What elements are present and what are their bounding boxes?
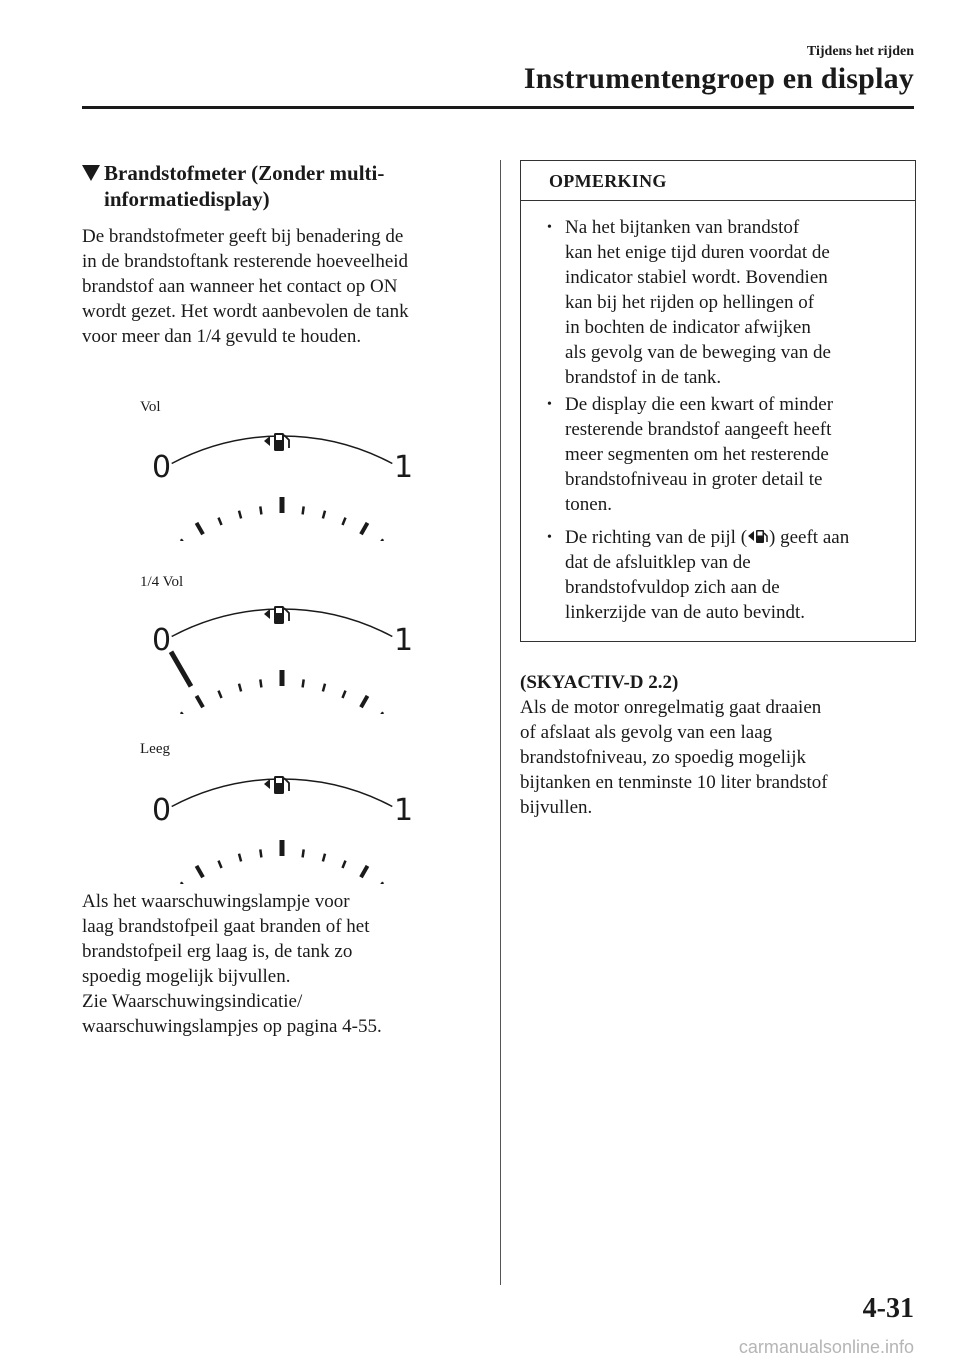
gauge-tick [197,523,204,534]
gauge-tick [323,854,325,862]
text-line: linkerzijde van de auto bevindt. [565,602,806,623]
gauge-tick [239,511,241,519]
note-item [543,392,903,517]
gauge-tick [361,696,368,707]
text-line: brandstofpeil erg laag is, de tank zo [82,941,353,962]
gauge-tick [323,511,325,519]
fuel-pump-window [276,435,282,440]
fuel-pump-window [276,608,282,613]
gauge-label-full: Vol [140,399,161,415]
gauge-tick [303,849,304,857]
fuel-direction-icon [747,526,769,546]
text-line: brandstofniveau in groter detail te [565,469,823,490]
text-line: bijtanken en tenminste 10 liter brandstof [520,772,828,793]
gauge-tick [197,866,204,877]
right-column [520,160,916,820]
text-line: laag brandstofpeil gaat branden of het [82,916,370,937]
gauge-tick [378,712,383,714]
gauge-tick [361,523,368,534]
text-line: meer segmenten om het resterende [565,444,829,465]
text-line: De brandstofmeter geeft bij benadering de [82,226,404,247]
note-item [543,215,903,390]
warning-paragraph [82,889,482,1039]
gauge-tick [219,691,222,698]
fuel-gauge-quarter [142,594,422,714]
intro-paragraph [82,224,482,349]
gauge-tick [378,882,383,884]
text-line: indicator stabiel wordt. Bovendien [565,267,828,288]
note-list [521,201,915,641]
gauge-tick [323,684,325,692]
gauge-needle [171,652,191,687]
text-line: brandstof in de tank. [565,367,722,388]
gauge-min-label: 0 [152,623,172,658]
text-line: waarschuwingslampjes op pagina 4-55. [82,1016,382,1037]
triangle-bullet-icon [82,165,100,181]
gauge-max-label: 1 [394,623,414,658]
heading-line: Brandstofmeter (Zonder multi- [104,161,385,185]
text-line: in de brandstoftank resterende hoeveelheid [82,251,409,272]
fuel-pump-hose [284,608,289,621]
text-fragment: De richting van de pijl ( [565,527,748,548]
gauge-tick [260,506,261,514]
arrow-left-icon [264,436,270,446]
gauge-tick [378,539,383,541]
gauge-tick [181,539,186,541]
gauge-tick [343,861,346,868]
skyactiv-heading: (SKYACTIV-D 2.2) [520,672,679,693]
text-line: voor meer dan 1/4 gevuld te houden. [82,326,362,347]
fuel-pump-window [276,778,282,783]
text-line: Als de motor onregelmatig gaat draaien [520,697,822,718]
header-rule [82,106,914,109]
fuel-pump-hose [284,778,289,791]
gauge-tick [303,506,304,514]
gauge-tick [219,518,222,525]
text-line: spoedig mogelijk bijvullen. [82,966,291,987]
gauge-tick [197,696,204,707]
gauge-tick [239,684,241,692]
gauge-tick [181,882,186,884]
arrow-left-icon [264,779,270,789]
fuel-pump-hose [284,435,289,448]
gauge-tick [239,854,241,862]
text-line: kan het enige tijd duren voordat de [565,242,830,263]
text-line: in bochten de indicator afwijken [565,317,811,338]
gauge-tick [260,849,261,857]
watermark: carmanualsonline.info [738,1337,914,1357]
gauge-label-quarter: 1/4 Vol [140,574,184,590]
fuel-gauge-full [142,421,422,541]
gauge-tick [181,712,186,714]
note-item [543,525,903,625]
text-line: • Na het bijtanken van brandstof [565,217,800,238]
text-line: brandstof aan wanneer het contact op ON [82,276,398,297]
heading-line: informatiedisplay) [104,187,270,211]
text-line: dat de afsluitklep van de [565,552,751,573]
text-line: • De display die een kwart of minder [565,394,834,415]
left-column [82,160,482,1039]
gauge-max-label: 1 [394,793,414,828]
text-line: tonen. [565,494,612,515]
fuel-gauge-empty [142,764,422,884]
gauge-tick [260,679,261,687]
gauge-tick [361,866,368,877]
gauge-tick [343,691,346,698]
page-header [524,44,914,96]
note-box [520,160,916,642]
gauge-illustrations [82,369,482,879]
page-number: 4-31 [862,1293,914,1324]
gauge-min-label: 0 [152,450,172,485]
text-line: als gevolg van de beweging van de [565,342,831,363]
text-line: Zie Waarschuwingsindicatie/ [82,991,303,1012]
section-title: Tijdens het rijden [806,44,914,59]
text-line: of afslaat als gevolg van een laag [520,722,773,743]
text-line: kan bij het rijden op hellingen of [565,292,815,313]
text-line: wordt gezet. Het wordt aanbevolen de tank [82,301,409,322]
chapter-title: Instrumentengroep en display [523,62,914,95]
fuel-gauge-heading [82,160,482,212]
gauge-min-label: 0 [152,793,172,828]
text-line: brandstofvuldop zich aan de [565,577,780,598]
skyactiv-paragraph [520,695,916,820]
note-title: OPMERKING [521,161,915,201]
text-line [565,525,903,550]
text-line: bijvullen. [520,797,593,818]
text-line: resterende brandstof aangeeft heeft [565,419,832,440]
text-line: brandstofniveau, zo spoedig mogelijk [520,747,806,768]
gauge-tick [303,679,304,687]
arrow-left-icon [264,609,270,619]
gauge-tick [219,861,222,868]
gauge-label-empty: Leeg [140,741,170,757]
gauge-tick [343,518,346,525]
gauge-max-label: 1 [394,450,414,485]
text-fragment: ) geeft aan [769,527,850,548]
text-line: Als het waarschuwingslampje voor [82,891,350,912]
column-divider [500,160,501,1285]
